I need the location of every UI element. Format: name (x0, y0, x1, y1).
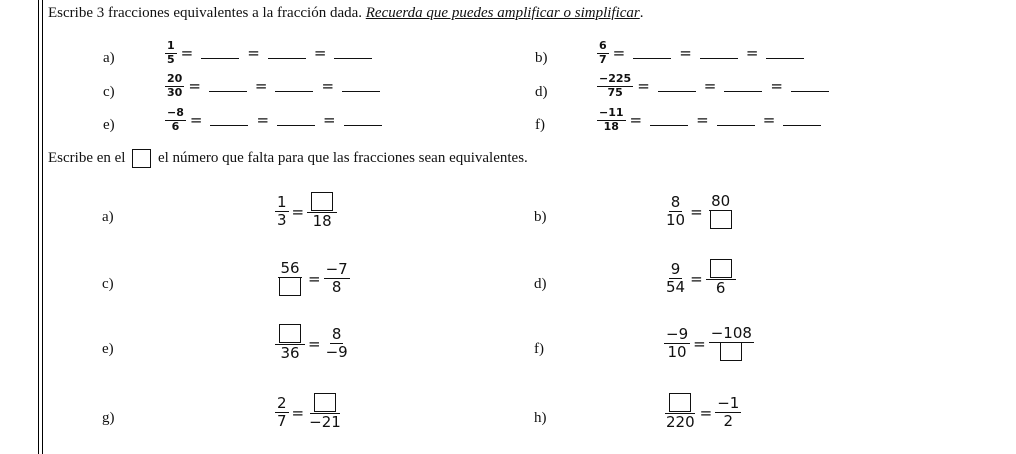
fraction-numerator: 9 (670, 259, 681, 278)
item-label: e) (103, 117, 115, 133)
fraction-numerator: 2 (277, 393, 287, 412)
fraction-numerator: 6 (599, 39, 607, 52)
instruction-hint-end: . (639, 5, 644, 21)
fraction-denominator: 36 (280, 344, 300, 362)
answer-blank[interactable] (342, 81, 380, 92)
right-fraction (715, 395, 741, 431)
fraction-numerator: −225 (599, 72, 632, 85)
equivalence-pair (275, 394, 343, 431)
equals-sign: = (770, 77, 783, 96)
fraction-numerator: −1 (717, 393, 740, 412)
equals-sign: = (313, 44, 327, 63)
item-label: d) (535, 84, 548, 100)
fraction-denominator (716, 343, 746, 362)
equals-sign: = (247, 44, 260, 63)
left-fraction (275, 194, 289, 230)
given-fraction (597, 40, 609, 66)
equals-sign: = (308, 269, 321, 288)
right-fraction (307, 394, 343, 431)
fraction-numerator: 1 (167, 39, 175, 52)
fraction-numerator: −9 (666, 324, 689, 343)
answer-blank[interactable] (210, 115, 248, 126)
fraction-denominator: 18 (312, 212, 332, 230)
right-fraction (706, 260, 736, 297)
item-label: e) (102, 341, 114, 357)
fraction-denominator: 8 (331, 278, 342, 297)
missing-value-box[interactable] (279, 277, 301, 296)
given-fraction (165, 107, 186, 133)
fraction-denominator: 75 (607, 85, 623, 99)
equals-sign: = (254, 77, 268, 96)
equals-sign: = (696, 111, 709, 130)
fraction-denominator: 5 (167, 52, 175, 66)
instruction-hint: Recuerda que puedes amplificar o simplificar (365, 5, 640, 21)
equivalence-pair (275, 193, 337, 230)
item-label: c) (102, 276, 114, 292)
item-label: d) (534, 276, 547, 292)
answer-box-icon (132, 149, 151, 168)
left-fraction (275, 260, 305, 297)
exercise2-instruction (48, 148, 528, 169)
missing-value-box[interactable] (720, 342, 742, 361)
given-fraction (597, 73, 633, 99)
equivalence-pair (664, 325, 754, 362)
fraction-numerator (307, 193, 337, 213)
fraction-numerator (706, 260, 736, 280)
answer-blank[interactable] (334, 48, 372, 59)
equivalence-row (165, 73, 384, 99)
fraction-numerator: −7 (325, 259, 348, 278)
equivalence-row (597, 73, 833, 99)
equals-sign: = (703, 77, 717, 96)
equivalence-row (165, 107, 386, 133)
fraction-denominator: 220 (666, 413, 695, 431)
equals-sign: = (690, 202, 703, 221)
equals-sign: = (323, 111, 336, 130)
fraction-denominator: 7 (599, 52, 607, 66)
fraction-numerator: −108 (710, 324, 752, 342)
equals-sign: = (180, 44, 194, 63)
missing-value-box[interactable] (710, 210, 732, 229)
given-fraction (597, 107, 626, 133)
left-fraction (275, 395, 289, 431)
equals-sign: = (690, 269, 703, 288)
fraction-numerator: 20 (167, 72, 183, 85)
right-fraction (324, 261, 350, 297)
answer-blank[interactable] (766, 48, 804, 59)
equals-sign: = (612, 44, 626, 63)
fraction-numerator (665, 394, 695, 414)
right-fraction (709, 325, 754, 362)
answer-blank[interactable] (791, 81, 829, 92)
item-label: b) (535, 50, 548, 66)
equivalence-pair (664, 193, 736, 230)
fraction-numerator (310, 394, 340, 414)
answer-blank[interactable] (201, 48, 239, 59)
answer-blank[interactable] (268, 48, 306, 59)
equals-sign: = (762, 111, 776, 130)
fraction-denominator: −9 (325, 343, 348, 362)
answer-blank[interactable] (658, 81, 696, 92)
answer-blank[interactable] (783, 115, 821, 126)
item-label: h) (534, 410, 547, 426)
fraction-denominator: 2 (723, 412, 734, 431)
fraction-numerator: 8 (331, 324, 342, 343)
left-fraction (664, 261, 687, 297)
page-border-left (38, 0, 39, 454)
fraction-denominator: 6 (171, 119, 180, 133)
equals-sign: = (629, 111, 643, 130)
fraction-denominator: −21 (309, 413, 341, 431)
answer-blank[interactable] (277, 115, 315, 126)
equals-sign: = (256, 111, 270, 130)
equals-sign: = (637, 77, 650, 96)
fraction-numerator (275, 325, 305, 345)
answer-blank[interactable] (700, 48, 738, 59)
equivalence-row (165, 40, 376, 66)
equals-sign: = (291, 202, 305, 221)
left-fraction (664, 326, 690, 362)
fraction-numerator: −8 (167, 106, 184, 119)
item-label: c) (103, 84, 115, 100)
equivalence-row (597, 40, 808, 66)
item-label: g) (102, 410, 115, 426)
equivalence-pair (275, 260, 350, 297)
fraction-denominator (706, 211, 736, 230)
answer-blank[interactable] (344, 115, 382, 126)
fraction-denominator: 7 (277, 412, 287, 431)
equals-sign: = (699, 403, 713, 422)
left-fraction (275, 325, 305, 362)
page-border-left-inner (42, 0, 43, 454)
fraction-denominator: 10 (666, 211, 686, 230)
missing-value-box[interactable] (669, 393, 691, 412)
equals-sign: = (693, 334, 706, 353)
equals-sign: = (189, 111, 203, 130)
answer-blank[interactable] (650, 115, 688, 126)
equals-sign: = (745, 44, 759, 63)
fraction-denominator: 6 (715, 279, 726, 297)
answer-blank[interactable] (717, 115, 755, 126)
missing-value-box[interactable] (314, 393, 336, 412)
equals-sign: = (291, 403, 305, 422)
exercise1-instruction (48, 5, 644, 22)
equals-sign: = (308, 334, 321, 353)
instruction-text-after: el número que falta para que las fracciones sean equivalentes. (157, 149, 528, 166)
fraction-numerator: 8 (670, 192, 681, 211)
instruction-text-before: Escribe en el (48, 149, 126, 166)
fraction-denominator: 54 (666, 278, 686, 297)
given-fraction (165, 40, 177, 66)
equals-sign: = (188, 77, 201, 96)
equivalence-pair (275, 325, 350, 362)
equivalence-pair (664, 260, 736, 297)
missing-value-box[interactable] (279, 324, 301, 343)
item-label: a) (103, 50, 115, 66)
fraction-numerator: 56 (280, 259, 300, 277)
fraction-denominator (275, 278, 305, 297)
fraction-numerator: 80 (711, 192, 731, 210)
answer-blank[interactable] (724, 81, 762, 92)
given-fraction (165, 73, 184, 99)
equals-sign: = (679, 44, 692, 63)
answer-blank[interactable] (633, 48, 671, 59)
fraction-denominator: 10 (667, 343, 687, 362)
equivalence-row (597, 107, 825, 133)
equivalence-pair (664, 394, 741, 431)
item-label: f) (534, 341, 544, 357)
missing-value-box[interactable] (311, 192, 333, 211)
fraction-numerator: −11 (599, 106, 624, 119)
answer-blank[interactable] (209, 81, 247, 92)
equals-sign: = (321, 77, 335, 96)
instruction-text: Escribe 3 fracciones equivalentes a la fracción dada. (48, 5, 363, 21)
right-fraction (324, 326, 350, 362)
fraction-numerator: 1 (277, 192, 287, 211)
right-fraction (307, 193, 337, 230)
answer-blank[interactable] (275, 81, 313, 92)
right-fraction (706, 193, 736, 230)
missing-value-box[interactable] (710, 259, 732, 278)
fraction-denominator: 30 (167, 85, 183, 99)
left-fraction (664, 194, 687, 230)
item-label: a) (102, 209, 114, 225)
left-fraction (664, 394, 697, 431)
item-label: f) (535, 117, 545, 133)
fraction-denominator: 18 (603, 119, 619, 133)
fraction-denominator: 3 (277, 211, 287, 230)
item-label: b) (534, 209, 547, 225)
